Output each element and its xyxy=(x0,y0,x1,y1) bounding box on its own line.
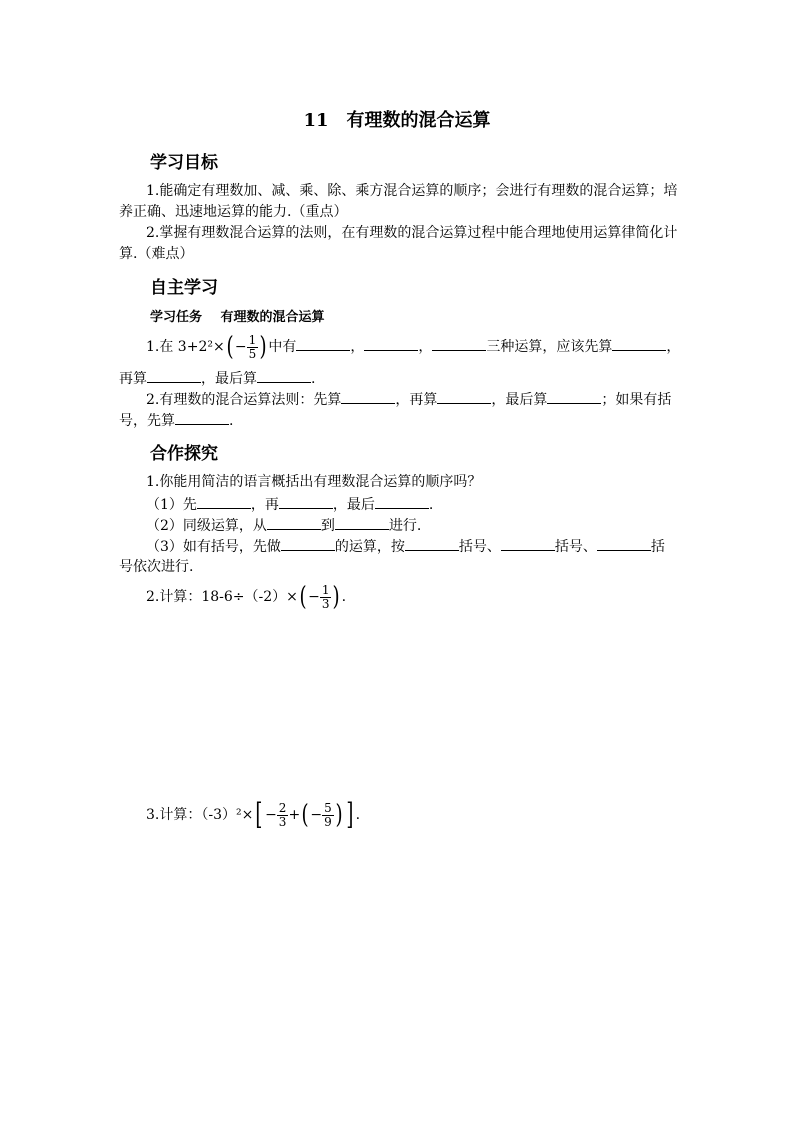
q-text: 2.计算：18-6÷（-2）× xyxy=(146,589,298,605)
fraction-numerator: 1 xyxy=(248,332,257,347)
part-text: （2）同级运算，从 xyxy=(146,518,267,534)
self-question-1-line-2 xyxy=(119,368,315,389)
answer-blank[interactable] xyxy=(437,389,491,404)
q1-text: 再算 xyxy=(119,371,147,387)
goal-1-line-2: 养正确、迅速地运算的能力.（重点） xyxy=(119,204,348,220)
q1-text: ，最后算 xyxy=(201,371,257,387)
part-text: 进行. xyxy=(388,518,422,534)
coop-question-1-part-2 xyxy=(146,515,421,536)
answer-blank[interactable] xyxy=(501,536,555,551)
open-paren: ( xyxy=(299,582,307,612)
answer-blank[interactable] xyxy=(267,515,321,530)
close-paren: ) xyxy=(259,332,267,362)
part-text: ，最后 xyxy=(332,497,375,513)
section-self-study-heading: 自主学习 xyxy=(150,278,218,298)
open-bracket: [ xyxy=(255,797,263,832)
goal-2-line-1: 2.掌握有理数混合运算的法则，在有理数的混合运算过程中能合理地使用运算律简化计 xyxy=(146,225,678,241)
q2-text: ，再算 xyxy=(395,392,438,408)
page-title xyxy=(0,106,794,132)
self-question-2-line-1 xyxy=(146,389,671,410)
fraction-numerator: 1 xyxy=(321,582,330,597)
part-text: （1）先 xyxy=(146,497,197,513)
close-paren: ) xyxy=(332,582,341,612)
answer-blank[interactable] xyxy=(612,336,666,351)
lesson-title: 有理数的混合运算 xyxy=(346,110,491,131)
answer-blank[interactable] xyxy=(296,336,350,351)
q1-text: 三种运算，应该先算 xyxy=(486,339,613,355)
coop-question-3 xyxy=(146,796,360,834)
self-question-1-line-1 xyxy=(146,330,680,364)
fraction-numerator: 5 xyxy=(324,800,332,815)
fraction-numerator: 2 xyxy=(278,800,287,815)
coop-question-2 xyxy=(146,580,346,614)
answer-blank[interactable] xyxy=(597,536,651,551)
minus-sign: − xyxy=(234,339,247,355)
q1-text: 中有 xyxy=(268,339,297,355)
answer-blank[interactable] xyxy=(341,389,395,404)
fraction-two-thirds xyxy=(277,802,289,829)
fraction-denominator: 3 xyxy=(278,814,287,829)
q1-expression: 1.在 3+2²× xyxy=(146,339,225,355)
q2-text: ；如果有括 xyxy=(601,392,672,408)
goal-1-line-1: 1.能确定有理数加、减、乘、除、乘方混合运算的顺序；会进行有理数的混合运算；培 xyxy=(146,183,678,199)
comma: ， xyxy=(350,339,365,355)
minus-sign: − xyxy=(265,807,277,823)
part-text: 到 xyxy=(320,518,335,534)
part-text: （3）如有括号，先做 xyxy=(146,539,281,555)
fraction-denominator: 9 xyxy=(324,814,332,829)
q-text: 3.计算：（-3）²× xyxy=(146,807,254,823)
coop-question-1: 1.你能用简洁的语言概括出有理数混合运算的顺序吗？ xyxy=(146,474,482,490)
q2-text: 号，先算 xyxy=(119,413,175,429)
fraction-one-fifth xyxy=(247,334,259,361)
part-text: 的运算，按 xyxy=(334,539,405,555)
answer-blank[interactable] xyxy=(547,389,601,404)
close-bracket: ] xyxy=(346,797,354,832)
period: . xyxy=(341,589,347,605)
minus-sign: − xyxy=(308,589,320,605)
answer-blank[interactable] xyxy=(405,536,459,551)
self-question-2-line-2 xyxy=(119,410,233,431)
lesson-number: 11 xyxy=(303,110,329,131)
task-heading xyxy=(150,306,325,325)
answer-blank[interactable] xyxy=(375,494,429,509)
answer-blank[interactable] xyxy=(279,494,333,509)
part-text: 括号、 xyxy=(554,539,597,555)
fraction-denominator: 5 xyxy=(248,346,257,361)
open-paren: ( xyxy=(301,800,309,830)
part-text: 括号、 xyxy=(458,539,501,555)
open-paren: ( xyxy=(226,332,234,362)
answer-blank[interactable] xyxy=(257,368,311,383)
answer-blank[interactable] xyxy=(335,515,389,530)
period: . xyxy=(428,497,434,513)
section-goals-heading: 学习目标 xyxy=(150,153,218,173)
part-text: ，再 xyxy=(250,497,279,513)
period: . xyxy=(355,807,361,823)
answer-blank[interactable] xyxy=(281,536,335,551)
close-paren: ) xyxy=(335,800,343,830)
fraction-denominator: 3 xyxy=(321,596,330,611)
answer-blank[interactable] xyxy=(175,410,229,425)
task-name: 有理数的混合运算 xyxy=(220,310,325,325)
task-label: 学习任务 xyxy=(150,310,203,325)
section-cooperative-heading: 合作探究 xyxy=(150,444,218,464)
comma: ， xyxy=(418,339,433,355)
answer-blank[interactable] xyxy=(432,336,486,351)
fraction-five-ninths xyxy=(322,802,334,829)
comma: ， xyxy=(666,339,681,355)
q2-text: ，最后算 xyxy=(491,392,548,408)
period: . xyxy=(229,413,234,429)
answer-blank[interactable] xyxy=(197,494,251,509)
coop-question-1-part-1 xyxy=(146,494,433,515)
period: . xyxy=(311,371,316,387)
fraction-one-third xyxy=(320,584,332,611)
part-text: 括 xyxy=(650,539,665,555)
answer-blank[interactable] xyxy=(364,336,418,351)
plus-sign: + xyxy=(288,807,301,823)
minus-sign: − xyxy=(310,807,323,823)
goal-2-line-2: 算.（难点） xyxy=(119,246,194,262)
coop-question-1-part-3-line-2: 号依次进行. xyxy=(119,559,194,575)
answer-blank[interactable] xyxy=(147,368,201,383)
q2-text: 2.有理数的混合运算法则：先算 xyxy=(146,392,342,408)
coop-question-1-part-3 xyxy=(146,536,665,557)
